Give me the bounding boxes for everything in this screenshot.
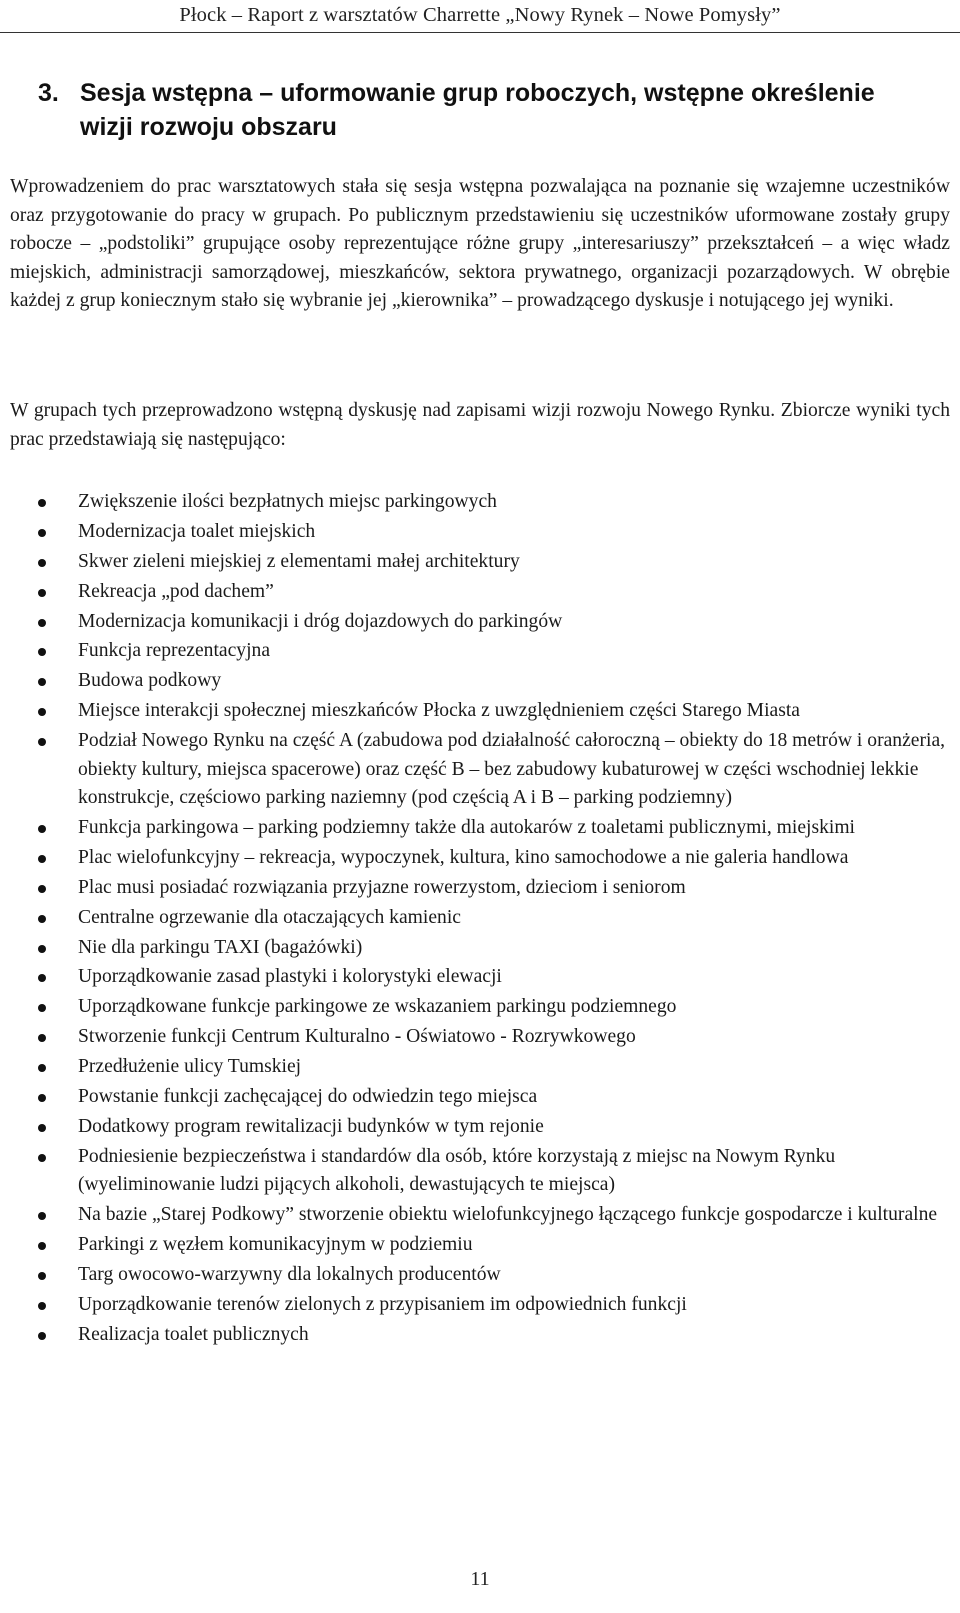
bullet-icon <box>38 1124 46 1132</box>
bullet-icon <box>38 1004 46 1012</box>
list-item-text: Targ owocowo-warzywny dla lokalnych producentów <box>78 1263 501 1285</box>
list-item <box>10 844 950 873</box>
section-heading <box>38 76 938 144</box>
paragraph-results: W grupach tych przeprowadzono wstępną dyskusję nad zapisami wizji rozwoju Nowego Rynku. Zbiorcze wyniki tych prac przedstawiają się następująco: <box>10 400 950 450</box>
list-item-text: Budowa podkowy <box>78 670 222 692</box>
list-item-text: Podniesienie bezpieczeństwa i standardów dla osób, które korzystają z miejsc na Nowym Rynku (wyeliminowanie ludzi pijących alkoholi, dewastujących te miejsca) <box>78 1145 836 1196</box>
bullet-icon <box>38 499 46 507</box>
list-item-text: Stworzenie funkcji Centrum Kulturalno - Oświatowo - Rozrywkowego <box>78 1026 636 1048</box>
list-item-text: Uporządkowanie zasad plastyki i kolorystyki elewacji <box>78 966 502 988</box>
bullet-icon <box>38 1094 46 1102</box>
list-item-text: Uporządkowane funkcje parkingowe ze wskazaniem parkingu podziemnego <box>78 996 677 1018</box>
bullet-icon <box>38 1212 46 1220</box>
bullet-icon <box>38 974 46 982</box>
list-item <box>10 1053 950 1082</box>
list-item-text: Uporządkowanie terenów zielonych z przypisaniem im odpowiednich funkcji <box>78 1293 687 1315</box>
list-item-text: Modernizacja toalet miejskich <box>78 520 316 542</box>
page-number: 11 <box>470 1568 490 1590</box>
list-item-text: Na bazie „Starej Podkowy” stworzenie obiektu wielofunkcyjnego łączącego funkcje gospodarcze i kulturalne <box>78 1204 938 1226</box>
list-item <box>10 993 950 1022</box>
list-item-text: Plac wielofunkcyjny – rekreacja, wypoczynek, kultura, kino samochodowe a nie galeria handlowa <box>78 846 849 868</box>
list-item-text: Rekreacja „pod dachem” <box>78 580 274 602</box>
list-item-text: Powstanie funkcji zachęcającej do odwiedzin tego miejsca <box>78 1086 538 1108</box>
list-item <box>10 963 950 992</box>
list-item <box>10 578 950 607</box>
bullet-icon <box>38 1272 46 1280</box>
list-item <box>10 874 950 903</box>
header-divider <box>0 32 960 33</box>
list-item <box>10 904 950 933</box>
bullet-icon <box>38 529 46 537</box>
list-item-text: Zwiększenie ilości bezpłatnych miejsc parkingowych <box>78 491 497 512</box>
list-item-text: Modernizacja komunikacji i dróg dojazdowych do parkingów <box>78 610 563 632</box>
list-item-text: Plac musi posiadać rozwiązania przyjazne rowerzystom, dzieciom i seniorom <box>78 876 686 898</box>
bullet-icon <box>38 619 46 627</box>
bullet-icon <box>38 678 46 686</box>
paragraph-intro: Wprowadzeniem do prac warsztatowych stała się sesja wstępna pozwalająca na poznanie się wzajemne uczestników oraz przygotowanie do pracy w grupach. Po publicznym przedstawieniu się uczestników uformowane zostały grupy robocze – „podstoliki” grupujące osoby reprezentujące różne grupy „interesariuszy” przekształceń – a więc władz miejskich, administracji samorządowej, mieszkańców, sektora prywatnego, organizacji pozarządowych. W obrębie każdej z grup koniecznym stało się wybranie jej „kierownika” – prowadzącego dyskusje i notującego jej wyniki. <box>10 176 950 311</box>
list-item-text: Przedłużenie ulicy Tumskiej <box>78 1056 302 1078</box>
list-item-text: Miejsce interakcji społecznej mieszkańców Płocka z uwzględnieniem części Starego Miasta <box>78 700 800 722</box>
bullet-icon <box>38 1064 46 1072</box>
section-title-line1: Sesja wstępna – uformowanie grup roboczych, wstępne określenie <box>80 79 875 107</box>
bullet-icon <box>38 855 46 863</box>
list-item <box>10 637 950 666</box>
bullet-icon <box>38 1034 46 1042</box>
bullet-icon <box>38 1302 46 1310</box>
bullet-icon <box>38 1332 46 1340</box>
list-item-text: Dodatkowy program rewitalizacji budynków w tym rejonie <box>78 1115 544 1137</box>
list-item-text: Parkingi z węzłem komunikacyjnym w podziemiu <box>78 1234 473 1256</box>
list-item <box>10 1201 950 1230</box>
list-item-text: Funkcja reprezentacyjna <box>78 640 271 662</box>
list-item <box>10 934 950 963</box>
bullet-icon <box>38 559 46 567</box>
bullet-icon <box>38 648 46 656</box>
list-item <box>10 727 950 813</box>
list-item-text: Skwer zieleni miejskiej z elementami małej architektury <box>78 550 520 572</box>
list-item-text: Nie dla parkingu TAXI (bagażówki) <box>78 936 363 958</box>
bullet-icon <box>38 708 46 716</box>
list-item <box>10 1023 950 1052</box>
list-item <box>10 1261 950 1290</box>
section-title-line2: wizji rozwoju obszaru <box>80 113 337 141</box>
list-item-text: Funkcja parkingowa – parking podziemny także dla autokarów z toaletami publicznymi, miejskimi <box>78 817 856 839</box>
list-item-text: Centralne ogrzewanie dla otaczających kamienic <box>78 906 461 928</box>
list-item-text: Realizacja toalet publicznych <box>78 1323 309 1345</box>
list-item <box>10 1113 950 1142</box>
bullet-icon <box>38 738 46 746</box>
list-item <box>10 1083 950 1112</box>
bullet-icon <box>38 825 46 833</box>
running-header: Płock – Raport z warsztatów Charrette „Nowy Rynek – Nowe Pomysły” <box>179 4 781 26</box>
list-item <box>10 488 950 517</box>
list-item <box>10 548 950 577</box>
results-list <box>10 488 950 1351</box>
bullet-icon <box>38 589 46 597</box>
list-item <box>10 1231 950 1260</box>
list-item-text: Podział Nowego Rynku na część A (zabudowa pod działalność całoroczną – obiekty do 18 metrów i oranżeria, obiekty kultury, miejsca spacerowe) oraz część B – bez zabudowy kubaturowej w części wschodniej lekkie konstrukcje, częściowo parking naziemny (pod częścią A i B – parking podziemny) <box>78 730 946 809</box>
list-item <box>10 1321 950 1350</box>
bullet-icon <box>38 1242 46 1250</box>
bullet-icon <box>38 945 46 953</box>
section-number: 3. <box>38 79 59 107</box>
bullet-icon <box>38 885 46 893</box>
list-item <box>10 814 950 843</box>
bullet-icon <box>38 915 46 923</box>
bullet-icon <box>38 1154 46 1162</box>
list-item <box>10 1291 950 1320</box>
list-item <box>10 1143 950 1200</box>
list-item <box>10 667 950 696</box>
list-item <box>10 608 950 637</box>
list-item <box>10 697 950 726</box>
list-item <box>10 518 950 547</box>
